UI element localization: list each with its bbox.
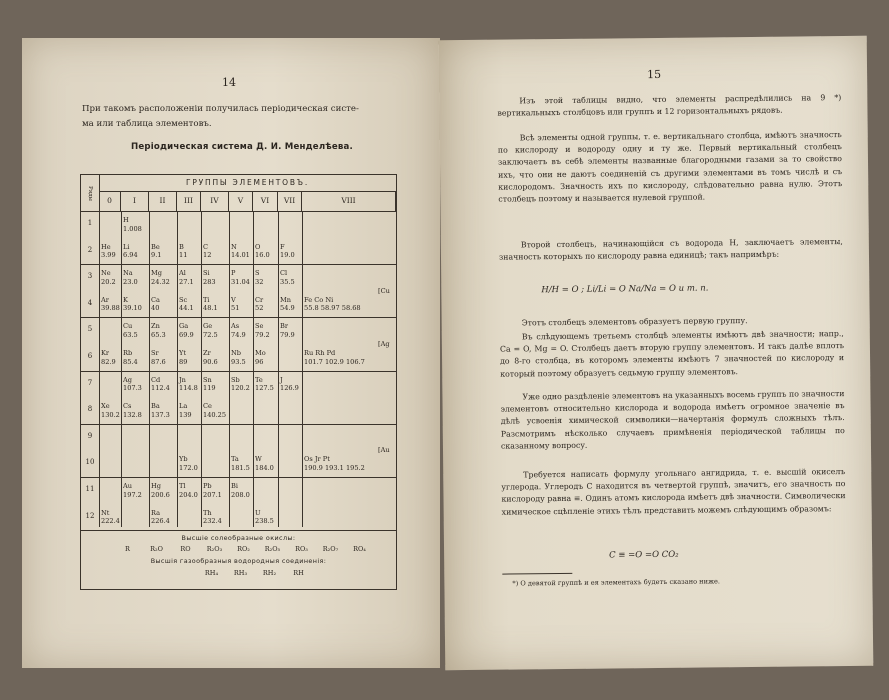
element-cell: Ge 72.5 [203, 322, 218, 339]
group-header-III: III [177, 191, 201, 212]
element-cell: Sn 119 [203, 375, 216, 393]
paragraph-2: Всѣ элементы одной группы, т. е. вертикальнаго столбца, имѣютъ значность по кислороду и водороду одну и ту же. Первый вертикальный столбецъ заключаетъ въ себѣ элементы названные благородными газами за то свойство ихъ, что они не даютъ соединеній съ другими элементами въ томъ числѣ и съ кислородомъ. Значность ихъ по кислороду, слѣдовательно равна нулю. Этотъ столбецъ поэтому и называется нулевой группой. [497, 130, 843, 204]
column-rule [201, 211, 202, 527]
element-cell: Zr 90.6 [203, 349, 218, 366]
book-spread [22, 38, 870, 668]
element-cell: Cs 132.8 [123, 402, 142, 419]
group-header-VII: VII [278, 191, 302, 212]
period-rule [81, 424, 396, 425]
period-rule [81, 317, 396, 318]
element-cell: Cu 63.5 [123, 322, 138, 339]
element-cell: N 14.01 [231, 242, 250, 260]
row-number-9: 9 [87, 431, 93, 440]
element-cell: Pb 207.1 [203, 482, 222, 499]
period-rule [81, 264, 396, 265]
hydride-formula: RH₂ [262, 569, 277, 578]
element-cell: Ag 107.3 [123, 375, 142, 393]
column-rule [278, 211, 279, 527]
oxide-formula: R₂O₃ [206, 545, 223, 554]
element-cell: H 1.008 [123, 216, 142, 233]
element-cell: Yt 89 [179, 349, 188, 366]
element-cell: U 238.5 [255, 508, 274, 526]
groups-title: ГРУППЫ ЭЛЕМЕНТОВЪ. [99, 175, 396, 192]
element-cell: W 184.0 [255, 455, 274, 472]
element-cell: He 3.99 [101, 242, 116, 260]
row-number-3: 3 [87, 272, 93, 281]
hydrides-label: Высшія газообразныя водородныя соединенія: [150, 557, 327, 566]
group-header-VI: VI [253, 191, 278, 212]
row-number-12: 12 [85, 511, 95, 520]
element-cell: Sc 44.1 [179, 295, 194, 313]
row-number-8: 8 [87, 405, 93, 414]
footnote: *) О девятой группѣ и ея элементахъ будетъ сказано ниже. [512, 577, 721, 588]
element-cell: S 32 [255, 269, 264, 286]
oxides-label: Высшіе солеобразные окислы: [181, 534, 296, 543]
oxide-formula: R₂O [150, 545, 163, 554]
element-cell: Kr 82.9 [101, 349, 116, 366]
element-cell: Au 197.2 [123, 482, 142, 499]
element-cell: Sb 120.2 [231, 375, 250, 393]
column-rule [253, 211, 254, 527]
element-cell: Na 23.0 [123, 269, 138, 286]
hydride-formula: RH₄ [204, 569, 219, 578]
element-cell: La 139 [179, 402, 192, 419]
paragraph-6: Уже одно раздѣленіе элементовъ на указанныхъ восемь группъ по значности элементовъ относительно кислорода и водорода имѣетъ огромное значеніе въ дѣлѣ усвоенія химической символики—начертанія формулъ сложныхъ тѣлъ. Разсмотримъ нѣсколько случаевъ примѣненія періодической таблицы по сказанному вопросу. [500, 389, 845, 451]
element-cell: Yb 172.0 [179, 455, 198, 472]
element-cell: Si 283 [203, 269, 216, 286]
element-cell: Li 6.94 [123, 242, 138, 260]
paragraph-7: Требуется написать формулу угольнаго ангидрида, т. е. высшій окиселъ углерода. Углеродъ C находится въ четвертой группѣ, значитъ, его значность по кислороду равна ≡. Одинъ атомъ кислорода имѣетъ двѣ значности. Символически химическое сцѣпленіе этихъ тѣлъ представить можемъ слѣдующимъ образомъ: [501, 467, 846, 517]
group-header-IV: IV [201, 191, 229, 212]
element-cell: Os Jr Pt 190.9 193.1 195.2 [304, 455, 365, 472]
bracket-element: [Au [378, 446, 390, 455]
element-cell: Se 79.2 [255, 322, 270, 339]
row-number-10: 10 [85, 458, 95, 467]
paragraph-1: Изъ этой таблицы видно, что элементы распредѣлились на 9 *) вертикальныхъ столбцовъ или группъ и 12 горизонтальныхъ рядовъ. [497, 93, 842, 118]
element-cell: Ta 181.5 [231, 455, 250, 472]
element-cell: Ba 137.3 [151, 402, 170, 419]
element-cell: F 19.0 [280, 242, 295, 260]
element-cell: K 39.10 [123, 295, 142, 313]
element-cell: Jn 114.8 [179, 375, 198, 393]
element-cell: J 126.9 [280, 375, 299, 393]
element-cell: Ce 140.25 [203, 402, 227, 419]
element-cell: Rb 85.4 [123, 349, 138, 366]
oxide-formula: RO₄ [353, 545, 366, 554]
carbon-dioxide-formula: C ≡ =O =O CO₂ [609, 549, 679, 561]
element-cell: Cl 35.5 [280, 269, 295, 286]
element-cell: Ne 20.2 [101, 269, 116, 286]
element-cell: Te 127.5 [255, 375, 274, 393]
group-header-I: I [121, 191, 149, 212]
bracket-element: [Cu [378, 286, 390, 295]
valence-formula: H/H = O ; Li/Li = O Na/Na = O и т. п. [541, 283, 709, 296]
row-number-1: 1 [87, 219, 93, 227]
element-cell: Cr 52 [255, 295, 264, 313]
element-cell: Ru Rh Pd 101.7 102.9 106.7 [304, 349, 365, 366]
hydride-formula: RH [293, 569, 304, 578]
element-cell: Mg 24.32 [151, 269, 170, 286]
oxide-formula: RO₃ [295, 545, 308, 554]
row-number-5: 5 [87, 325, 93, 334]
row-number-4: 4 [87, 298, 93, 307]
element-cell: Hg 200.6 [151, 482, 170, 499]
element-cell: Ti 48.1 [203, 295, 218, 313]
element-cell: Xe 130.2 [101, 402, 120, 419]
element-cell: Be 9.1 [151, 242, 162, 260]
element-cell: Mn 54.9 [280, 295, 295, 313]
period-rule [81, 371, 396, 372]
group-header-V: V [229, 191, 253, 212]
element-cell: Ra 226.4 [151, 508, 170, 526]
element-cell: Bi 208.0 [231, 482, 250, 499]
element-cell: O 16.0 [255, 242, 270, 260]
element-cell: Sr 87.6 [151, 349, 166, 366]
row-number-2: 2 [87, 245, 93, 254]
element-cell: As 74.9 [231, 322, 246, 339]
element-cell: Al 27.1 [179, 269, 194, 286]
column-rule [229, 211, 230, 527]
row-header: Ряды [81, 175, 100, 212]
oxide-formula: RO [180, 545, 191, 554]
oxides-row [113, 545, 374, 553]
row-number-7: 7 [87, 378, 93, 387]
column-rule [177, 211, 178, 527]
intro-line-1: При такомъ расположеніи получилась періодическая систе- [82, 104, 359, 114]
bracket-element: [Ag [378, 340, 390, 348]
paragraph-5: Въ слѣдующемъ третьемъ столбцѣ элементы имѣютъ двѣ значности; напр., Ca = O, Mg = O. Столбецъ даетъ вторую группу элементовъ. И такъ далѣе вплоть до 8-го столбца, въ которомъ элементы имѣютъ 7 значностей по кислороду и который поэтому образуетъ седьмую группу элементовъ. [499, 329, 845, 379]
element-cell: Nb 93.5 [231, 349, 246, 366]
left-page [22, 38, 440, 668]
oxide-formula: R₂O₇ [322, 545, 339, 554]
element-cell: Br 79.9 [280, 322, 295, 339]
element-cell: Th 232.4 [203, 508, 222, 526]
element-cell: Tl 204.0 [179, 482, 198, 499]
intro-line-2: ма или таблица элементовъ. [82, 119, 212, 129]
hydrides-row [197, 569, 313, 577]
column-rule [121, 211, 122, 527]
footnote-rule [502, 573, 572, 575]
column-rule [149, 211, 150, 527]
paragraph-3: Второй столбецъ, начинающійся съ водорода H, заключаетъ элементы, значность которыхъ по кислороду равна единицѣ; такъ напримѣръ: [498, 237, 843, 262]
element-cell: B 11 [179, 242, 188, 260]
element-cell: Ga 69.9 [179, 322, 194, 339]
element-cell: Zn 65.3 [151, 322, 166, 339]
right-page [439, 36, 874, 670]
table-title: Періодическая система Д. И. Менделѣева. [131, 142, 353, 152]
paragraph-4: Этотъ столбецъ элементовъ образуетъ первую группу. [521, 316, 748, 328]
row-number-11: 11 [85, 485, 95, 493]
element-cell: V 51 [231, 295, 240, 313]
page-number: 15 [647, 67, 662, 82]
group-header-0: 0 [99, 191, 121, 212]
element-cell: Nt 222.4 [101, 508, 120, 526]
column-rule [302, 211, 303, 527]
column-rule [99, 211, 100, 527]
oxide-formula: RO₂ [237, 545, 250, 554]
page-number: 14 [222, 76, 236, 89]
periodic-table [80, 174, 397, 590]
element-cell: Ca 40 [151, 295, 160, 313]
hydride-formula: RH₃ [233, 569, 248, 578]
group-header-VIII: VIII [302, 191, 396, 212]
period-rule [81, 530, 396, 531]
element-cell: Ar 39.88 [101, 295, 120, 313]
row-number-6: 6 [87, 352, 93, 360]
oxide-formula: R [125, 545, 130, 554]
group-header-II: II [149, 191, 177, 212]
oxide-formula: R₂O₅ [264, 545, 281, 554]
element-cell: Fe Co Ni 55.8 58.97 58.68 [304, 295, 361, 313]
element-cell: P 31.04 [231, 269, 250, 286]
element-cell: Mo 96 [255, 349, 266, 366]
element-cell: C 12 [203, 242, 212, 260]
element-cell: Cd 112.4 [151, 375, 170, 393]
period-rule [81, 477, 396, 478]
